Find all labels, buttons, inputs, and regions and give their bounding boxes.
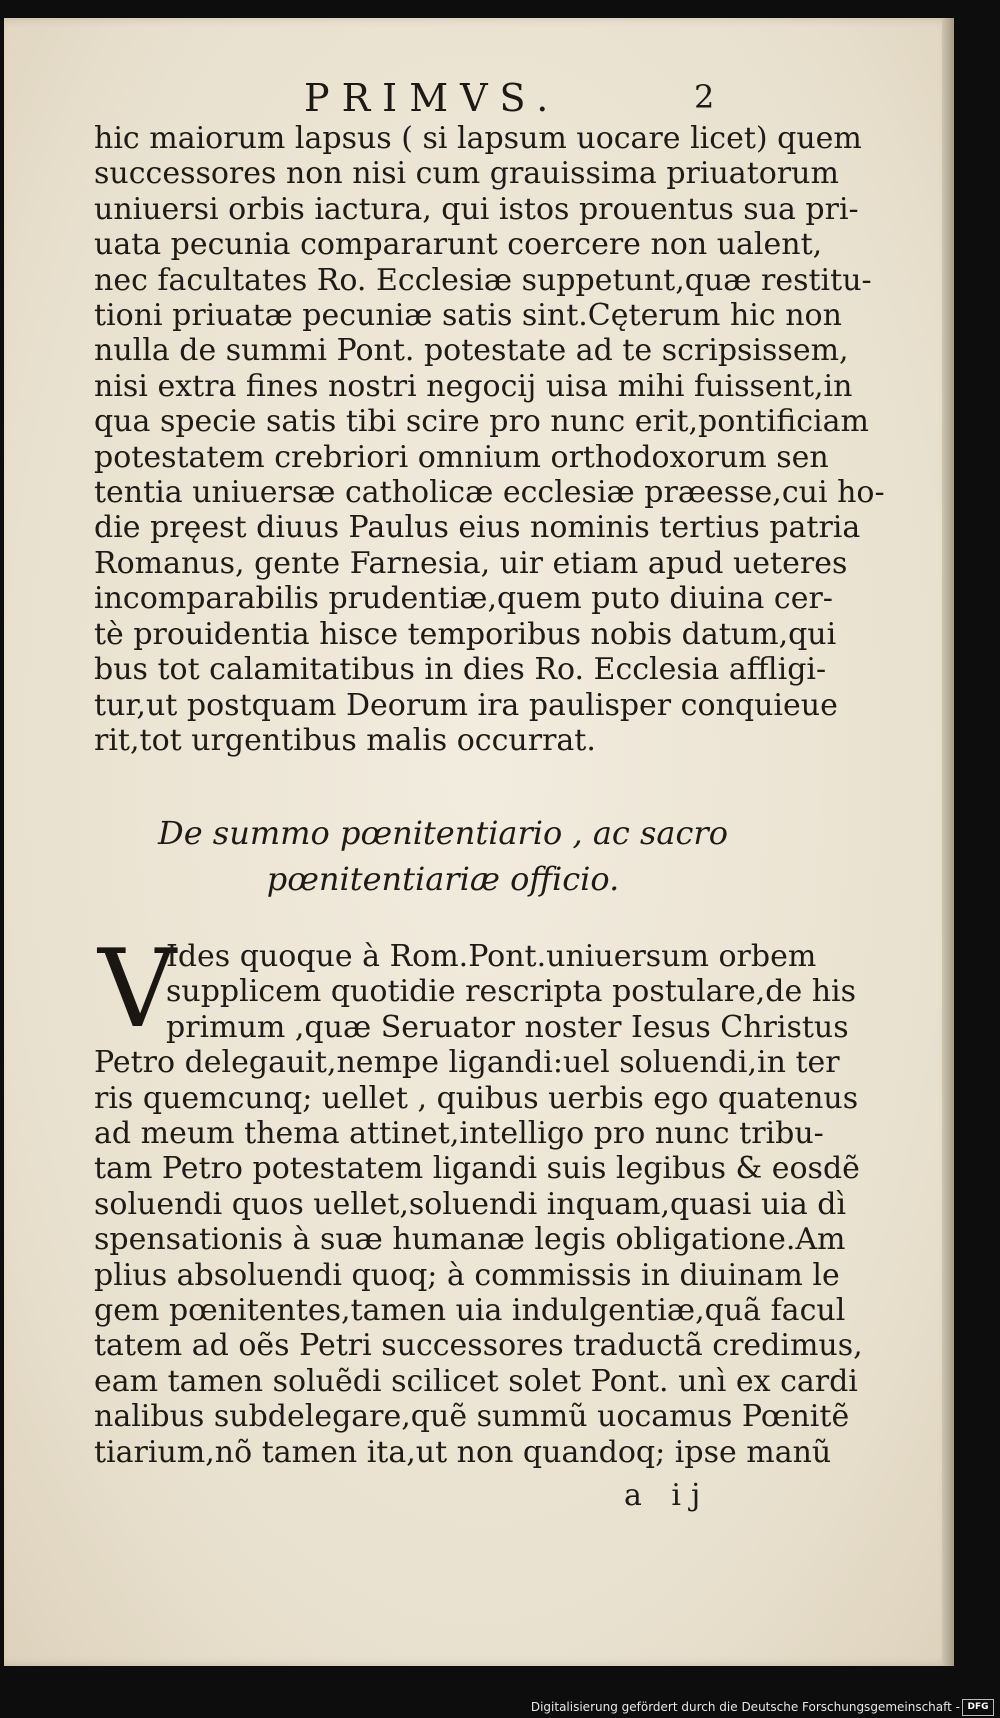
text-line: hic maiorum lapsus ( si lapsum uocare licet) quem (94, 121, 862, 156)
text-line: tur,ut postquam Deorum ira paulisper conquieue (94, 687, 838, 723)
text-line: rit,tot urgentibus malis occurrat. (94, 722, 596, 758)
text-line: tatem ad oẽs Petri successores traductã credimus, (94, 1328, 863, 1364)
book-page (4, 18, 954, 1666)
text-line: nalibus subdelegare,quẽ summũ uocamus Pœnitẽ (94, 1399, 850, 1435)
section-heading (94, 810, 792, 902)
catchword-signature: a ij (624, 1478, 711, 1513)
dfg-logo: DFG (962, 1699, 994, 1716)
text-line: gem pœnitentes,tamen uia indulgentiæ,quã facul (94, 1293, 846, 1329)
text-line: soluendi quos uellet,soluendi inquam,quasi uia dì (94, 1186, 847, 1222)
text-line: Petro delegauit,nempe ligandi:uel soluendi,in ter (94, 1045, 840, 1081)
text-line: tè prouidentia hisce temporibus nobis datum,qui (94, 616, 837, 652)
text-line: tioni priuatæ pecuniæ satis sint.Cęterum hic non (94, 298, 842, 334)
paragraph-1 (94, 121, 885, 758)
text-line: die pręest diuus Paulus eius nominis tertius patria (94, 510, 861, 546)
paragraph-2 (94, 927, 863, 1470)
text-line: primum ,quæ Seruator noster Iesus Christus (166, 1009, 849, 1045)
text-line: supplicem quotidie rescripta postulare,de his (166, 974, 857, 1010)
text-line: tiarium,nõ tamen ita,ut non quandoq; ipse manũ (94, 1434, 832, 1470)
text-line: eam tamen soluẽdi scilicet solet Pont. unì ex cardi (94, 1363, 858, 1399)
text-line: bus tot calamitatibus in dies Ro. Ecclesia affligi- (94, 652, 827, 688)
page-number: 2 (694, 78, 715, 116)
text-line: uniuersi orbis iactura, qui istos prouentus sua pri- (94, 191, 859, 227)
text-line: nec facultates Ro. Ecclesiæ suppetunt,quæ restitu- (94, 262, 872, 298)
heading-line-1: De summo pœnitentiario , ac sacro (158, 814, 728, 852)
text-line: tentia uniuersæ catholicæ ecclesiæ præesse,cui ho- (94, 475, 885, 511)
page-spine-edge (942, 18, 954, 1666)
text-line: plius absoluendi quoq; à commissis in diuinam le (94, 1257, 840, 1293)
text-line: tam Petro potestatem ligandi suis legibus & eosdẽ (94, 1151, 860, 1187)
text-line: uata pecunia compararunt coercere non ualent, (94, 227, 823, 263)
text-line: ris quemcunq; uellet , quibus uerbis ego quatenus (94, 1080, 859, 1116)
text-line: Romanus, gente Farnesia, uir etiam apud ueteres (94, 545, 848, 581)
text-line: spensationis à suæ humanæ legis obligatione.Am (94, 1222, 846, 1258)
text-line: successores non nisi cum grauissima priuatorum (94, 156, 839, 192)
text-line: Ides quoque à Rom.Pont.uniuersum orbem (166, 939, 817, 974)
text-line: potestatem crebriori omnium orthodoxorum sen (94, 439, 829, 475)
text-line: qua specie satis tibi scire pro nunc erit,pontificiam (94, 404, 869, 440)
text-line: nisi extra fines nostri negocij uisa mihi fuissent,in (94, 368, 853, 404)
page-header (4, 76, 954, 126)
digitization-credit: Digitalisierung gefördert durch die Deutsche Forschungsgemeinschaft - (530, 1700, 960, 1714)
text-line: nulla de summi Pont. potestate ad te scripsissem, (94, 333, 849, 369)
text-line: incomparabilis prudentiæ,quem puto diuina cer- (94, 581, 833, 617)
heading-line-2: pœnitentiariæ officio. (266, 860, 620, 898)
running-head: PRIMVS. (304, 76, 561, 120)
drop-cap: V (98, 927, 176, 1052)
text-line: ad meum thema attinet,intelligo pro nunc tribu- (94, 1116, 824, 1152)
